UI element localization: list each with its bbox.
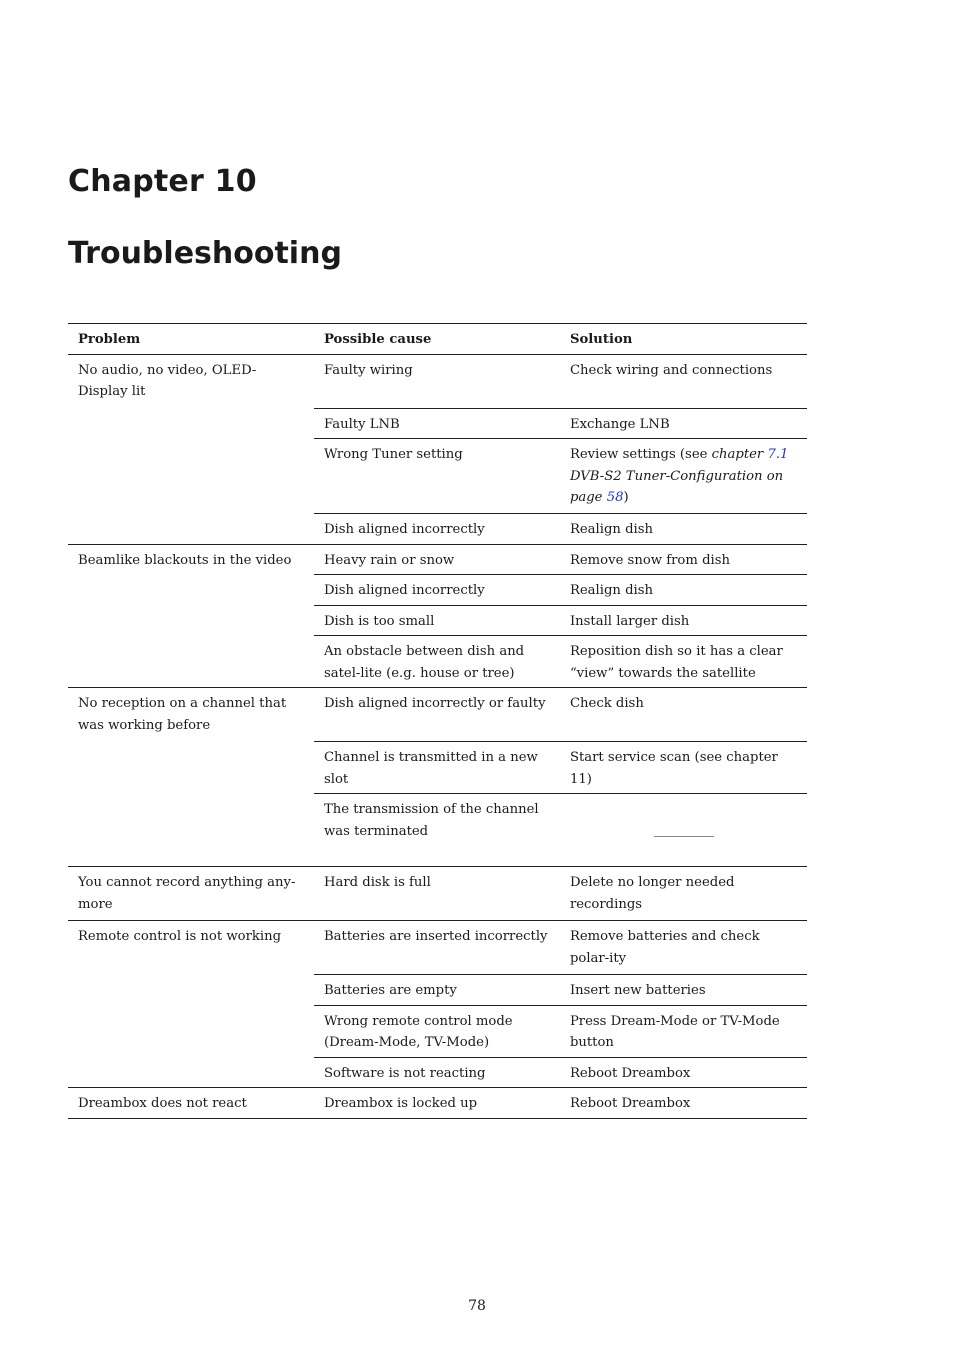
page-number: 78	[468, 1298, 486, 1314]
table-row	[68, 688, 807, 742]
solution-cell: Reboot Dreambox	[560, 1057, 807, 1088]
solution-cell: Check dish	[560, 688, 807, 742]
cause-cell: Faulty wiring	[314, 354, 560, 408]
solution-cell: Remove batteries and check polar-ity	[560, 921, 807, 975]
cause-cell: Wrong Tuner setting	[314, 439, 560, 514]
solution-cell: Start service scan (see chapter 11)	[560, 742, 807, 794]
cause-cell: Batteries are inserted incorrectly	[314, 921, 560, 975]
empty-solution-rule	[654, 836, 714, 837]
solution-cell: Delete no longer needed recordings	[560, 867, 807, 921]
table-row	[68, 544, 807, 575]
cause-cell: Wrong remote control mode (Dream-Mode, TV-Mode)	[314, 1005, 560, 1057]
solution-cell: Install larger dish	[560, 605, 807, 636]
header-solution: Solution	[560, 324, 807, 355]
solution-cell: Check wiring and connections	[560, 354, 807, 408]
cause-cell: Hard disk is full	[314, 867, 560, 921]
chapter-label: Chapter 10	[68, 164, 257, 199]
problem-cell: No reception on a channel that was working before	[68, 688, 314, 867]
problem-cell: You cannot record anything any-more	[68, 867, 314, 921]
solution-cell: Remove snow from dish	[560, 544, 807, 575]
cause-cell: Dish aligned incorrectly	[314, 575, 560, 606]
problem-cell: Remote control is not working	[68, 921, 314, 1088]
chapter-link[interactable]: 7.1	[767, 447, 789, 462]
solution-cell: Reboot Dreambox	[560, 1088, 807, 1119]
cause-cell: Faulty LNB	[314, 408, 560, 439]
troubleshooting-table	[68, 323, 807, 1119]
solution-cell: Exchange LNB	[560, 408, 807, 439]
solution-cell: Press Dream-Mode or TV-Mode button	[560, 1005, 807, 1057]
solution-cell: Review settings (see chapter 7.1 DVB-S2 Tuner-Configuration on page 58)	[560, 439, 807, 514]
chapter-title: Troubleshooting	[68, 236, 342, 271]
table-header-row	[68, 324, 807, 355]
table-row	[68, 1088, 807, 1119]
table-row	[68, 921, 807, 975]
cause-cell: Dish aligned incorrectly or faulty	[314, 688, 560, 742]
cause-cell: The transmission of the channel was terminated	[314, 794, 560, 867]
problem-cell: No audio, no video, OLED-Display lit	[68, 354, 314, 544]
header-problem: Problem	[68, 324, 314, 355]
cause-cell: Batteries are empty	[314, 975, 560, 1006]
cause-cell: Channel is transmitted in a new slot	[314, 742, 560, 794]
problem-cell: Beamlike blackouts in the video	[68, 544, 314, 688]
solution-cell: Insert new batteries	[560, 975, 807, 1006]
table-row	[68, 867, 807, 921]
solution-cell: Realign dish	[560, 575, 807, 606]
cause-cell: Dish aligned incorrectly	[314, 514, 560, 545]
problem-cell: Dreambox does not react	[68, 1088, 314, 1119]
cause-cell: Software is not reacting	[314, 1057, 560, 1088]
cause-cell: An obstacle between dish and satel-lite (e.g. house or tree)	[314, 636, 560, 688]
cause-cell: Dreambox is locked up	[314, 1088, 560, 1119]
solution-cell: Reposition dish so it has a clear “view” towards the satellite	[560, 636, 807, 688]
cause-cell: Heavy rain or snow	[314, 544, 560, 575]
cause-cell: Dish is too small	[314, 605, 560, 636]
solution-cell: Realign dish	[560, 514, 807, 545]
header-cause: Possible cause	[314, 324, 560, 355]
page-link[interactable]: 58	[606, 490, 624, 505]
table-row	[68, 354, 807, 408]
solution-cell-empty	[560, 794, 807, 867]
